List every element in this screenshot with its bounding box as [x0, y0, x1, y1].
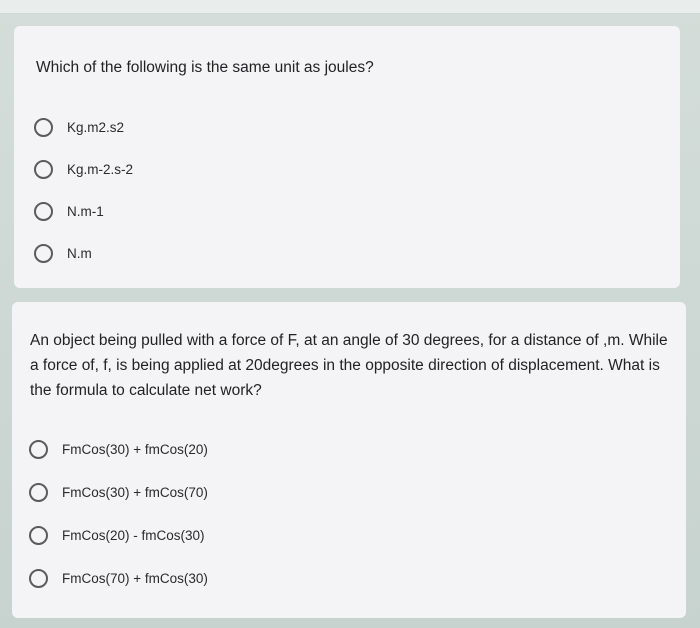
option-label: FmCos(30) + fmCos(70) — [62, 485, 208, 500]
top-card-edge — [0, 0, 700, 14]
question-card-1 — [14, 26, 680, 288]
option-item[interactable] — [34, 232, 133, 274]
option-label: N.m — [67, 245, 92, 261]
option-item[interactable] — [29, 557, 208, 600]
option-item[interactable] — [29, 471, 208, 514]
option-item[interactable] — [29, 514, 208, 557]
radio-button[interactable] — [29, 440, 48, 459]
option-label: FmCos(30) + fmCos(20) — [62, 442, 208, 457]
option-item[interactable] — [34, 148, 133, 190]
option-item[interactable] — [29, 428, 208, 471]
radio-button[interactable] — [34, 118, 53, 137]
option-item[interactable] — [34, 106, 133, 148]
option-label: Kg.m-2.s-2 — [67, 161, 134, 177]
question-text: An object being pulled with a force of F, at an angle of 30 degrees, for a distance of ,m. While a force of, f, is being applied at 20degrees in the opposite direction of displacement. What is the formula to calculate net work? — [30, 332, 668, 399]
option-label: N.m-1 — [67, 203, 104, 219]
options-list — [34, 106, 133, 274]
radio-button[interactable] — [34, 202, 53, 221]
options-list — [29, 428, 208, 600]
option-item[interactable] — [34, 190, 133, 232]
radio-button[interactable] — [29, 483, 48, 502]
radio-button[interactable] — [29, 569, 48, 588]
radio-button[interactable] — [29, 526, 48, 545]
radio-button[interactable] — [34, 244, 53, 263]
option-label: Kg.m2.s2 — [67, 119, 125, 135]
question-card-2 — [12, 302, 686, 618]
option-label: FmCos(20) - fmCos(30) — [62, 528, 205, 543]
option-label: FmCos(70) + fmCos(30) — [62, 571, 208, 586]
question-text: Which of the following is the same unit as joules? — [36, 59, 374, 76]
radio-button[interactable] — [34, 160, 53, 179]
